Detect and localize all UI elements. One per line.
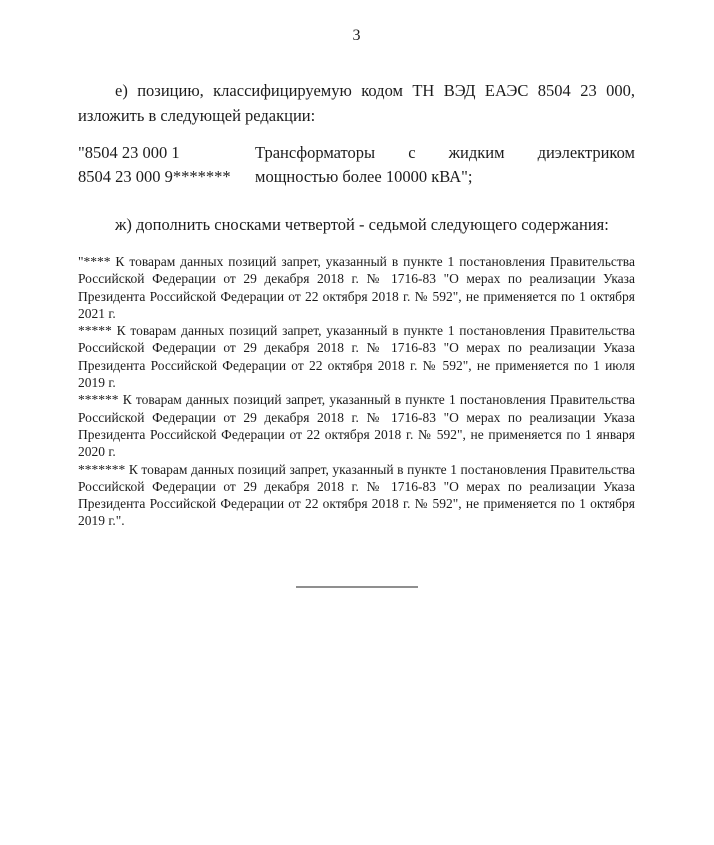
footnote-sixth: ****** К товарам данных позиций запрет, указанный в пункте 1 постановления Правительства Российской Федерации от 29 декабря 2018 г. № 1716-83 "О мерах по реализации Указа Президента Российской Федерации от 22 октября 2018 г. № 592", не применяется по 1 января 2020 г. — [78, 392, 635, 460]
footnote-fifth: ***** К товарам данных позиций запрет, указанный в пункте 1 постановления Правительства Российской Федерации от 29 декабря 2018 г. № 1716-83 "О мерах по реализации Указа Президента Российской Федерации от 22 октября 2018 г. № 592", не применяется по 1 июля 2019 г. — [78, 323, 635, 391]
tariff-code-column — [78, 141, 255, 189]
footnote-seventh: ******* К товарам данных позиций запрет, указанный в пункте 1 постановления Правительства Российской Федерации от 29 декабря 2018 г. № 1716-83 "О мерах по реализации Указа Президента Российской Федерации от 22 октября 2018 г. № 592", не применяется по 1 октября 2019 г.". — [78, 461, 635, 529]
page-number: 3 — [352, 27, 361, 44]
document-body — [78, 78, 635, 588]
clause-e-paragraph: е) позицию, классифицируемую кодом ТН ВЭД ЕАЭС 8504 23 000, изложить в следующей редакции: — [78, 81, 635, 125]
clause-zh-paragraph: ж) дополнить сносками четвертой - седьмой следующего содержания: — [115, 215, 609, 234]
tariff-code-line-1: "8504 23 000 1 — [78, 143, 180, 162]
tariff-description: Трансформаторы с жидким диэлектриком мощностью более 10000 кВА"; — [255, 143, 635, 186]
footnotes-block — [78, 253, 635, 530]
footnote-separator — [296, 586, 418, 588]
footnote-fourth: "**** К товарам данных позиций запрет, указанный в пункте 1 постановления Правительства Российской Федерации от 29 декабря 2018 г. № 1716-83 "О мерах по реализации Указа Президента Российской Федерации от 22 октября 2018 г. № 592", не применяется по 1 октября 2021 г. — [78, 254, 635, 321]
tariff-table-row — [78, 141, 635, 189]
tariff-code-line-2: 8504 23 000 9******* — [78, 167, 231, 186]
